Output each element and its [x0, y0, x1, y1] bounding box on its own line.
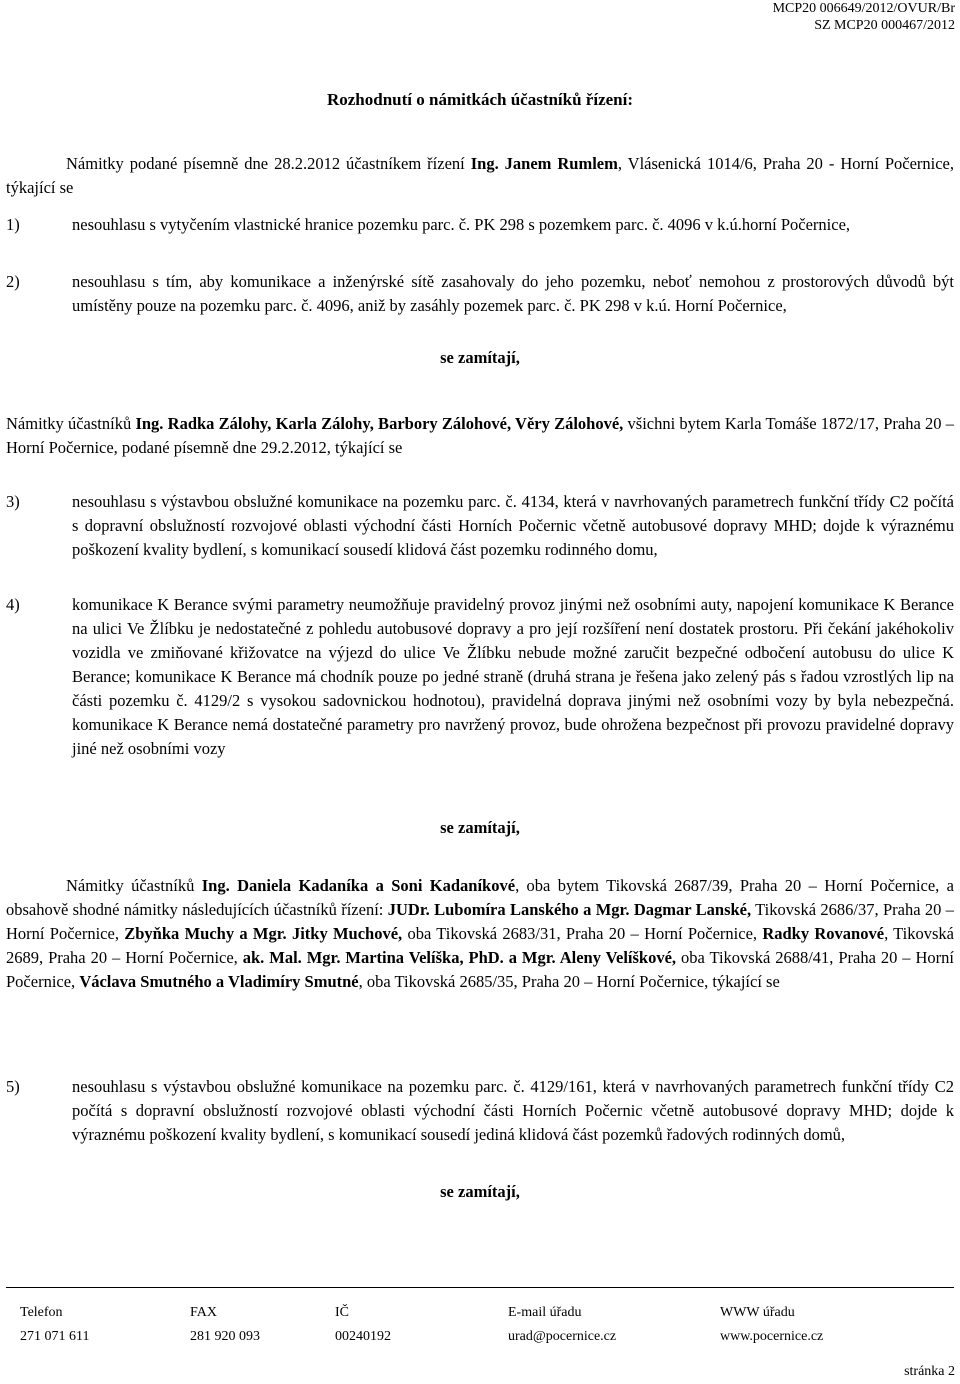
footer-fax: FAX 281 920 093	[190, 1305, 260, 1344]
footer-email: E-mail úřadu urad@pocernice.cz	[508, 1301, 616, 1349]
page-number: stránka 2	[904, 1364, 955, 1379]
list-item	[6, 213, 954, 237]
reference-line-1: MCP20 006649/2012/OVUR/Br	[772, 1, 955, 16]
item-number: 4)	[6, 595, 20, 614]
list-item	[6, 593, 954, 761]
verdict: se zamítají,	[440, 348, 520, 367]
footer-phone: Telefon 271 071 611	[20, 1305, 90, 1344]
footer-divider	[6, 1287, 954, 1288]
section-heading: Rozhodnutí o námitkách účastníků řízení:	[326, 90, 634, 109]
item-text: nesouhlasu s výstavbou obslužné komunikace na pozemku parc. č. 4129/161, která v navrhovaných parametrech funkční třídy C2 počítá s dopravní obslužností rozvojové oblasti východní části Horních Počernic včetně autobusové dopravy MHD; dojde k výraznému poškození kvality bydlení, s komunikací sousedí jediná klidová část pozemků řadových rodinných domů,	[72, 1077, 954, 1144]
item-text: nesouhlasu s výstavbou obslužné komunikace na pozemku parc. č. 4134, která v navrhovaných parametrech funkční třídy C2 počítá s dopravní obslužností rozvojové oblasti východní části Horních Počernic včetně autobusové dopravy MHD; dojde k výraznému poškození kvality bydlení, s komunikací sousedí klidová část pozemku rodinného domu,	[72, 492, 954, 559]
email-link[interactable]: urad@pocernice.cz	[508, 1329, 617, 1344]
list-item	[6, 1075, 954, 1147]
paragraph-objection-1: Námitky podané písemně dne 28.2.2012 účastníkem řízení Ing. Janem Rumlem, Vlásenická 1014/6, Praha 20 - Horní Počernice, týkající se	[6, 154, 954, 197]
reference-number	[773, 0, 955, 34]
item-text: nesouhlasu s tím, aby komunikace a inženýrské sítě zasahovaly do jeho pozemku, neboť nemohou z prostorových důvodů být umístěny pouze na pozemku parc. č. 4096, aniž by zasáhly pozemek parc. č. PK 298 v k.ú. Horní Počernice,	[72, 272, 954, 315]
item-number: 3)	[6, 492, 20, 511]
website-link[interactable]: www.pocernice.cz	[720, 1329, 824, 1344]
list-item	[6, 490, 954, 562]
party-names: Ing. Radka Zálohy, Karla Zálohy, Barbory Zálohové, Věry Zálohové,	[135, 414, 624, 433]
item-text: nesouhlasu s vytyčením vlastnické hranice pozemku parc. č. PK 298 s pozemkem parc. č. 4096 v k.ú.horní Počernice,	[72, 215, 851, 234]
verdict: se zamítají,	[440, 1182, 520, 1201]
list-item	[6, 270, 954, 318]
paragraph-objection-3: Námitky účastníků Ing. Daniela Kadaníka a Soni Kadaníkové, oba bytem Tikovská 2687/39, Praha 20 – Horní Počernice, a obsahově shodné námitky následujících účastníků řízení: JUDr. Lubomíra Lanského a Mgr. Dagmar Lanské, Tikovská 2686/37, Praha 20 – Horní Počernice, Zbyňka Muchy a Mgr. Jitky Muchové, oba Tikovská 2683/31, Praha 20 – Horní Počernice, Radky Rovanové, Tikovská 2689, Praha 20 – Horní Počernice, ak. Mal. Mgr. Martina Velíška, PhD. a Mgr. Aleny Velíškové, oba Tikovská 2688/41, Praha 20 – Horní Počernice, Václava Smutného a Vladimíry Smutné, oba Tikovská 2685/35, Praha 20 – Horní Počernice, týkající se	[6, 876, 955, 991]
item-number: 2)	[6, 272, 20, 291]
item-number: 1)	[6, 215, 20, 234]
reference-line-2: SZ MCP20 000467/2012	[814, 18, 955, 33]
paragraph-objection-2: Námitky účastníků Ing. Radka Zálohy, Karla Zálohy, Barbory Zálohové, Věry Zálohové, všichni bytem Karla Tomáše 1872/17, Praha 20 – Horní Počernice, podané písemně dne 29.2.2012, týkající se	[6, 414, 955, 457]
item-text: komunikace K Berance svými parametry neumožňuje pravidelný provoz jinými než osobními auty, napojení komunikace K Berance na ulici Ve Žlíbku je nedostatečné z pohledu autobusové dopravy a pro její rozšíření není dostatek prostoru. Při čekání jakéhokoliv vozidla ve zmiňované křižovatce na výjezd do ulice Ve Žlíbku nebude možné zaručit bezpečné odbočení autobusu do ulice K Berance; komunikace K Berance má chodník pouze po jedné straně (druhá strana je řešena jako zelený pás s řadou vzrostlých lip na části pozemku č. 4129/2 s vysokou sadovnickou hodnotou), pravidelná doprava jinými než osobními vozy by byla nebezpečná. komunikace K Berance nemá dostatečné parametry pro navržený provoz, bude ohrožena bezpečnost při provozu pravidelné dopravy jiné než osobními vozy	[72, 595, 954, 758]
item-number: 5)	[6, 1077, 20, 1096]
footer-ic: IČ 00240192	[335, 1305, 391, 1344]
verdict: se zamítají,	[440, 818, 520, 837]
party-name: Ing. Janem Rumlem	[470, 154, 618, 173]
footer-www: WWW úřadu www.pocernice.cz	[720, 1301, 823, 1349]
